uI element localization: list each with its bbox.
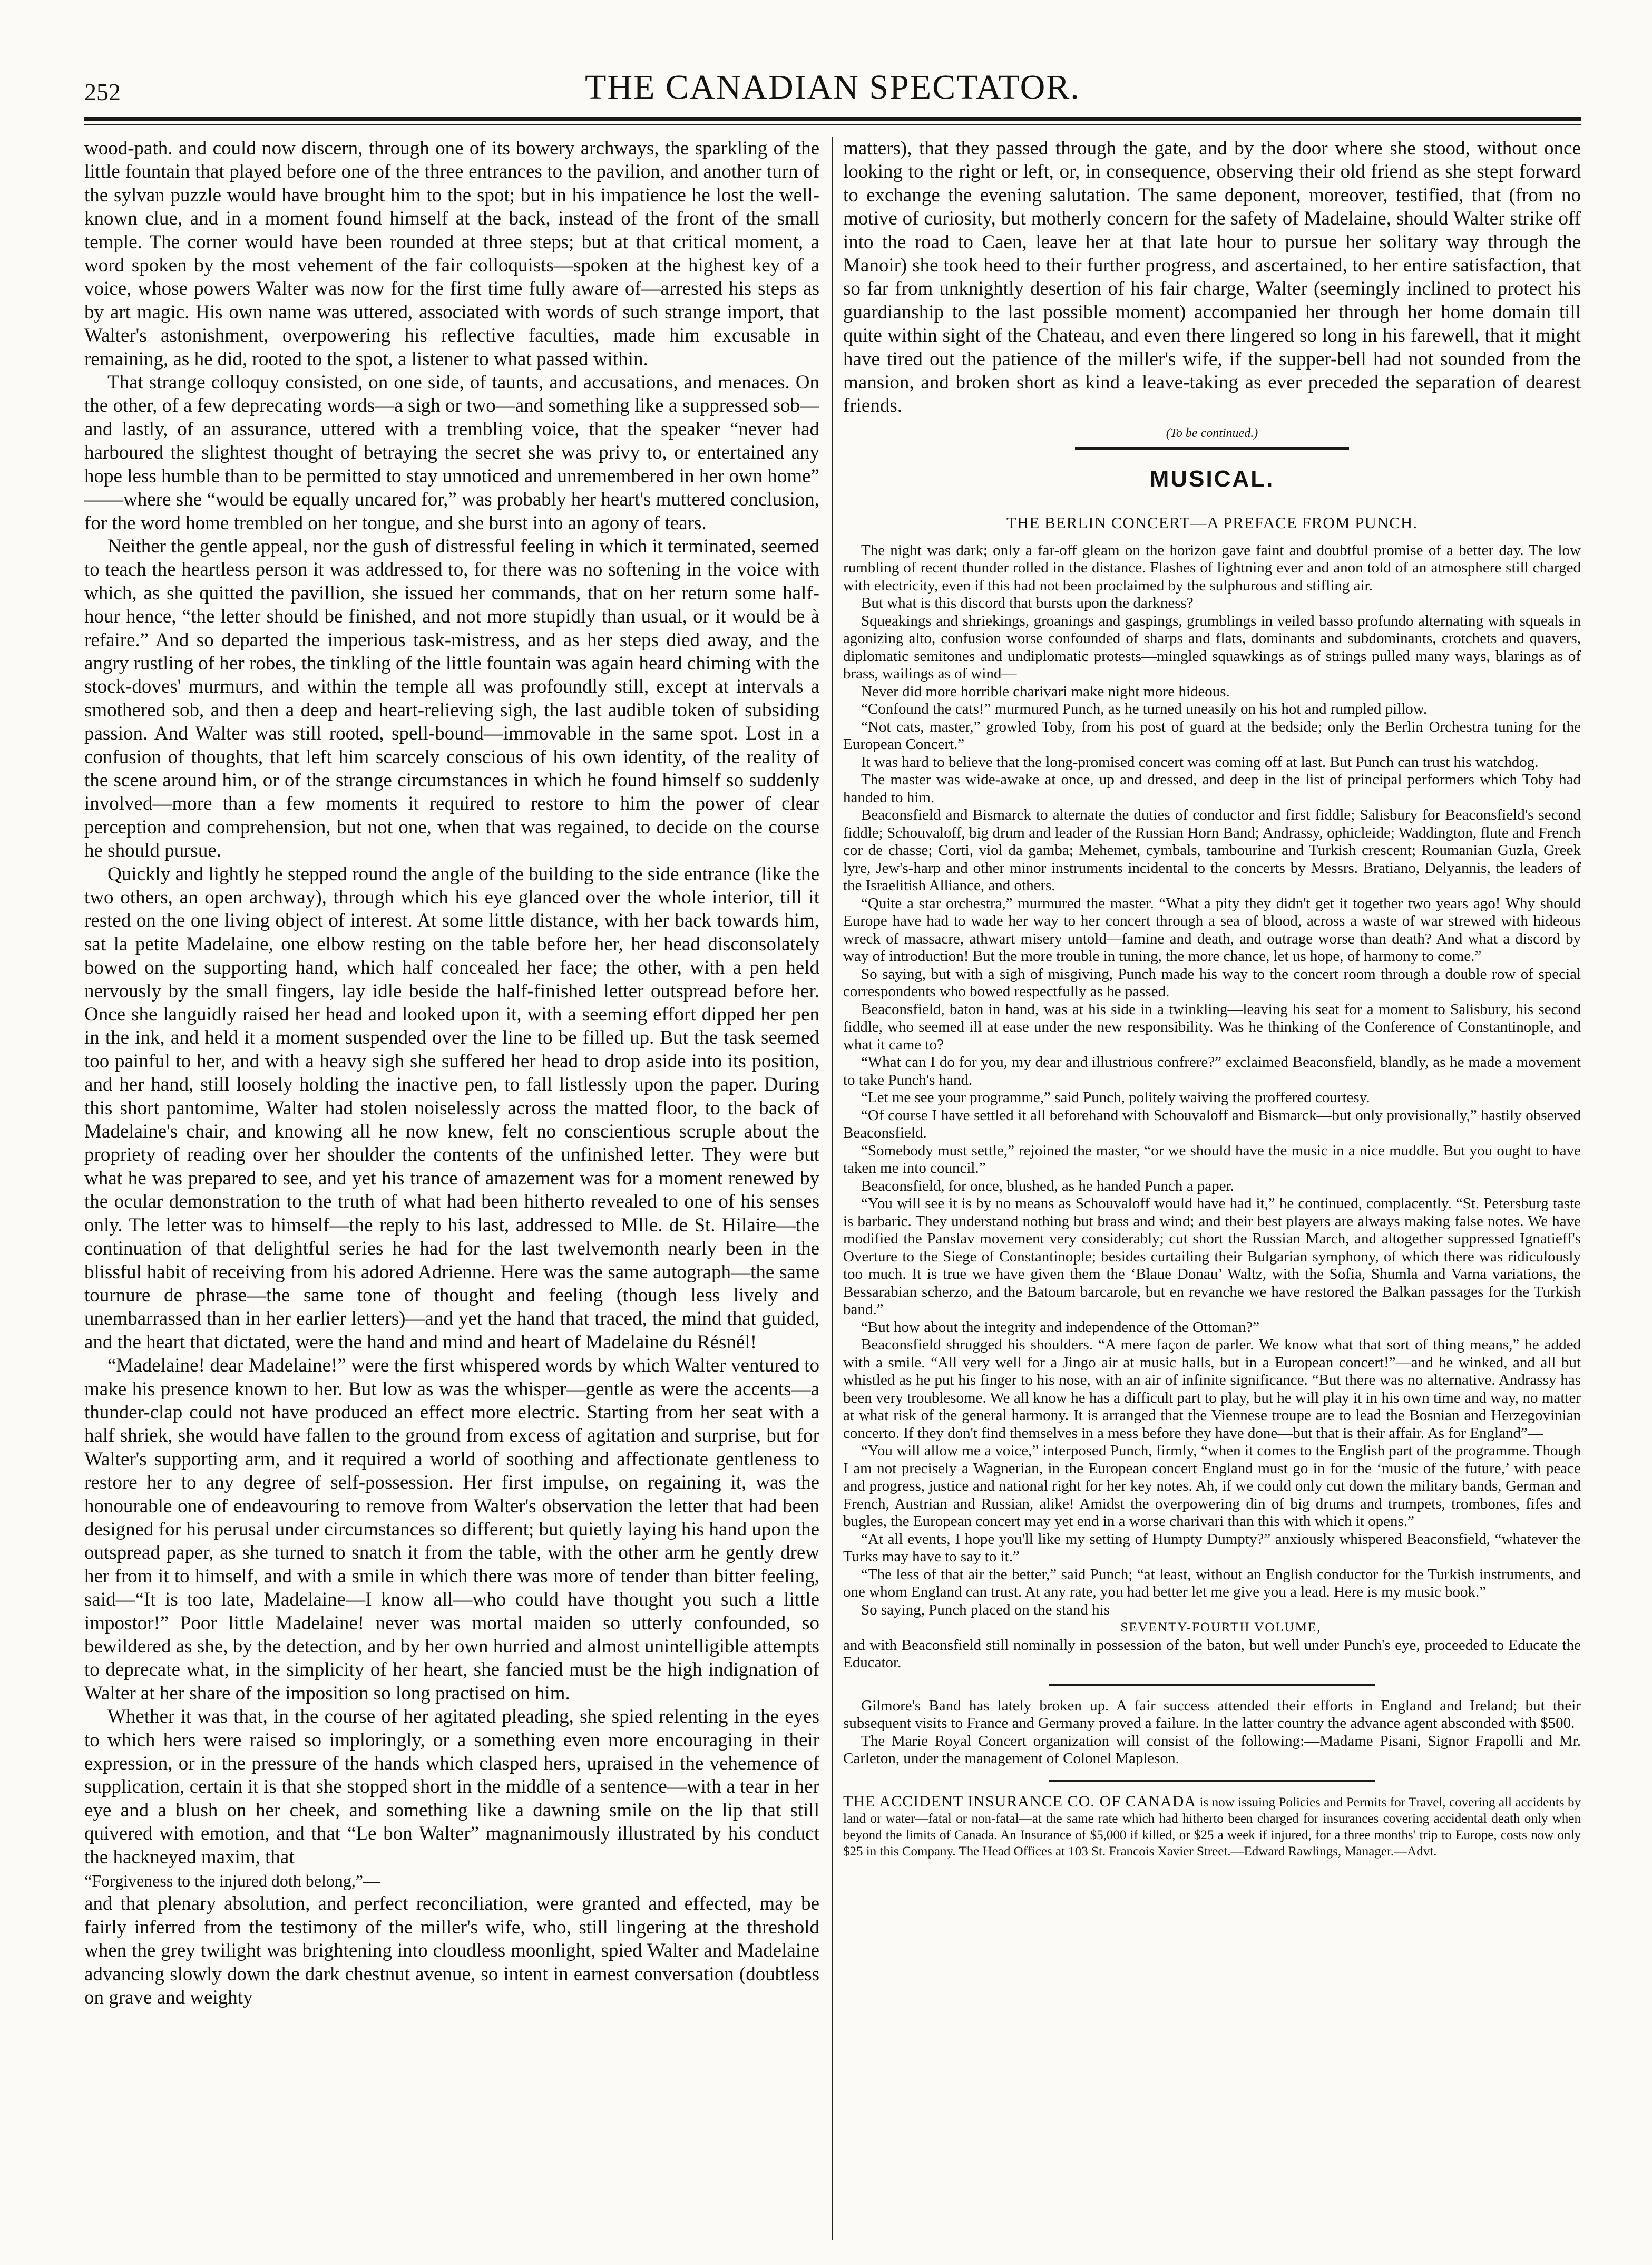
- story-paragraph: Quickly and lightly he stepped round the angle of the building to the side entrance (like the two others, an open archway), through which his eye glanced over the whole interior, till it rested on the one living object of interest. At some little distance, with her back towards him, sat la petite Madelaine, one elbow resting on the table before her, her head disconsolately bowed on the supporting hand, which half concealed her face; the other, with a pen held nervously by the small fingers, lay idle beside the half-finished letter outspread before her. Once she languidly raised her head and looked upon it, with a seeming effort dipped her pen in the ink, and held it a moment suspended over the line to be filled up. But the task seemed too painful to her, and with a heavy sigh she suffered her head to drop aside into its position, and her hand, still loosely holding the inactive pen, to fall listlessly upon the paper. During this short pantomime, Walter had stolen noiselessly across the matted floor, to the back of Madelaine's chair, and knowing all he now knew, felt no conscientious scruple about the propriety of reading over her shoulder the contents of the unfinished letter. They were but what he was prepared to see, and yet his trance of amazement was for a moment renewed by the ocular demonstration to the truth of what had been hitherto revealed to one of his senses only. The letter was to himself—the reply to his last, addressed to Mlle. de St. Hilaire—the continuation of that delightful series he had for the last twelvemonth nearly been in the blissful habit of receiving from his adored Adrienne. Here was the same autograph—the same tournure de phrase—the same tone of thought and feeling (though less lively and unembarrassed than in her earlier letters)—and yet the hand that traced, the mind that guided, and the heart that dictated, were the hand and mind and heart of Madelaine du Résnél!: [84, 863, 819, 1353]
- article-paragraph: “Of course I have settled it all beforehand with Schouvaloff and Bismarck—but only provisionally,” hastily observed Beaconsfield.: [843, 1106, 1581, 1142]
- section-heading: MUSICAL.: [1149, 465, 1275, 492]
- story-paragraph: wood-path. and could now discern, through one of its bowery archways, the sparkling of the little fountain that played before one of the three entrances to the pavilion, and another turn of the sylvan puzzle would have brought him to the spot; but in his impatience he lost the well-known clue, and in a moment found himself at the back, instead of the front of the small temple. The corner would have been rounded at three steps; but at that critical moment, a word spoken by the most vehement of the fair colloquists—spoken at the highest key of a voice, whose powers Walter was now for the first time fully aware of—arrested his steps as by art magic. His own name was uttered, associated with words of such strange import, that Walter's astonishment, overpowering his reflective faculties, made him excusable in remaining, as he did, rooted to the spot, a listener to what passed within.: [84, 138, 819, 370]
- header-rule-thin: [84, 124, 1581, 125]
- article-paragraph: Beaconsfield shrugged his shoulders. “A mere façon de parler. We know what that sort of thing means,” he added with a smile. “All very well for a Jingo air at music halls, but in a European concert!”—and he winked, and all but whistled as he put his finger to his nose, with an air of infinite significance. “But there was no alternative. Andrassy has been very troublesome. We all know he has a difficult part to play, but he will play it in his own time and way, no matter at what risk of the general harmony. It is arranged that the Viennese troupe are to lead the Bosnian and Herzegovinian concerto. If they don't find themselves in a mess before they have done—but that is their affair. As for England”—: [843, 1336, 1581, 1442]
- article-paragraph: “But how about the integrity and independence of the Ottoman?”: [861, 1318, 1260, 1336]
- publication-title: THE CANADIAN SPECTATOR.: [585, 68, 1080, 106]
- article-paragraph: and with Beaconsfield still nominally in possession of the baton, but well under Punch's eye, proceeded to Educate the Educator.: [843, 1636, 1581, 1671]
- article-paragraph: The master was wide-awake at once, up and dressed, and deep in the list of principal performers which Toby had handed to him.: [843, 771, 1581, 806]
- article-paragraph: So saying, Punch placed on the stand his: [861, 1601, 1110, 1618]
- article-paragraph: “Somebody must settle,” rejoined the master, “or we should have the music in a nice muddle. But you ought to have taken me into council.”: [843, 1142, 1581, 1177]
- article-paragraph: “At all events, I hope you'll like my setting of Humpty Dumpty?” anxiously whispered Beaconsfield, “whatever the Turks may have to say to it.”: [843, 1530, 1581, 1566]
- story-paragraph: Neither the gentle appeal, nor the gush of distressful feeling in which it terminated, seemed to teach the heartless person it was addressed to, for there was no softening in the voice with which, as she quitted the pavillion, she issued her commands, that on her return some half-hour hence, “the letter should be finished, and not more stupidly than usual, or it would be à refaire.” And so departed the imperious task-mistress, and as her steps died away, and the angry rustling of her robes, the tinkling of the little fountain was again heard chiming with the stock-doves' murmurs, and within the temple all was profoundly still, except at intervals a smothered sob, and then a deep and heart-relieving sigh, the last audible token of subsiding passion. And Walter was still rooted, spell-bound—immovable in the same spot. Lost in a confusion of thoughts, that left him scarcely conscious of his own identity, of the reality of the scene around him, or of the strange circumstances in which he found himself so suddenly involved—more than a few moments it required to restore to him the power of clear perception and comprehension, but not one, when that was regained, to decide on the course he should pursue.: [84, 535, 819, 862]
- article-paragraph: Beaconsfield, baton in hand, was at his side in a twinkling—leaving his seat for a moment to Salisbury, his second fiddle, who seemed ill at ease under the new responsibility. Was he thinking of the Conference of Constantinople, and what it came to?: [843, 1000, 1581, 1053]
- column-divider: [832, 137, 833, 2240]
- story-paragraph: Whether it was that, in the course of her agitated pleading, she spied relenting in the eyes to which hers were raised so imploringly, or a something even more encouraging in their expression, or in the pressure of the hands which clasped hers, upraised in the vehemence of supplication, certain it is that she stopped short in the middle of a sentence—with a tear in her eye and a blush on her cheek, and something like a dawning smile on the lip that still quivered with emotion, and that “Le bon Walter” magnanimously illustrated by his conduct the hackneyed maxim, that: [84, 1706, 819, 1868]
- article-paragraph: So saying, but with a sigh of misgiving, Punch made his way to the concert room through a double row of special correspondents who bowed respectfully as he passed.: [843, 965, 1581, 1000]
- page-number: 252: [84, 79, 121, 105]
- story-paragraph: That strange colloquy consisted, on one side, of taunts, and accusations, and menaces. On the other, of a few deprecating words—a sigh or two—and something like a suppressed sob—and lastly, of an assurance, uttered with a trembling voice, that the speaker “never had harboured the slightest thought of betraying the secret she was privy to, or entertained any hope less humble than to be permitted to stay unnoticed and unremembered in her own home” ——where she “would be equally uncared for,” was probably her heart's muttered conclusion, for the word home trembled on her tongue, and she burst into an agony of tears.: [84, 372, 819, 534]
- story-paragraph: and that plenary absolution, and perfect reconciliation, were granted and effected, may be fairly inferred from the testimony of the miller's wife, who, still lingering at the threshold when the grey twilight was brightening into cloudless moonlight, spied Walter and Madelaine advancing slowly down the dark chestnut avenue, so intent in earnest conversation (doubtless on grave and weighty: [84, 1893, 819, 2009]
- article-heading: THE BERLIN CONCERT—A PREFACE FROM PUNCH.: [1006, 513, 1418, 532]
- right-column: [843, 137, 1581, 2240]
- section-rule: [1049, 1684, 1375, 1686]
- article-paragraph: Beaconsfield and Bismarck to alternate the duties of conductor and first fiddle; Salisbury for Beaconsfield's second fiddle; Schouvaloff, big drum and leader of the Russian Horn Band; Andrassy, ophicleide; Waddington, flute and French cor de chasse; Corti, viol da gamba; Mehemet, cymbals, tambourine and Turkish crescent; Roumanian Guzla, Greek lyre, Jew's-harp and other minor instruments incidental to the concerts by Messrs. Bratiano, Delyannis, the leaders of the Israelitish Alliance, and others.: [843, 806, 1581, 895]
- columns: [84, 137, 1581, 2240]
- page-header: [84, 58, 1581, 116]
- article-paragraph: “Not cats, master,” growled Toby, from his post of guard at the bedside; only the Berlin Orchestra tuning for the European Concert.”: [843, 718, 1581, 753]
- article-paragraph: “Quite a star orchestra,” murmured the master. “What a pity they didn't get it together two years ago! Why should Europe have had to wade her way to her concert through a sea of blood, across a waste of war strewed with hideous wreck of massacre, athwart misery untold—famine and death, and outrage worse than death? And what a discord by way of introduction! But the more trouble in tuning, the more chance, let us hope, of harmony to come.”: [843, 895, 1581, 965]
- article-paragraph: It was hard to believe that the long-promised concert was coming off at last. But Punch can trust his watchdog.: [861, 753, 1539, 771]
- advertisement-heading: THE ACCIDENT INSURANCE CO. OF CANADA: [843, 1792, 1197, 1810]
- left-column: [84, 137, 819, 2240]
- article-paragraph: “What can I do for you, my dear and illustrious confrere?” exclaimed Beaconsfield, blandly, as he made a movement to take Punch's hand.: [843, 1054, 1581, 1088]
- music-notes: [843, 1697, 1581, 1768]
- to-be-continued: (To be continued.): [1166, 426, 1258, 440]
- article-paragraph: Beaconsfield, for once, blushed, as he handed Punch a paper.: [861, 1177, 1234, 1194]
- advertisement: [843, 1793, 1581, 1860]
- header-rule: [84, 117, 1581, 121]
- story-paragraph: matters), that they passed through the gate, and by the door where she stood, without once looking to the right or left, or, in consequence, observing their old friend as she stept forward to exchange the evening salutation. The same deponent, moreover, testified, that (from no motive of curiosity, but motherly concern for the safety of Madelaine, should Walter strike off into the road to Caen, leave her at that late hour to pursue her solitary way through the Manoir) she took heed to their further progress, and ascertained, to her entire satisfaction, that so far from unknightly desertion of his fair charge, Walter (seemingly inclined to protect his guardianship to the last possible moment) accompanied her through her home domain till quite within sight of the Chateau, and even there lingered so long in his farewell, that it might have tired out the patience of the miller's wife, if the supper-bell had not sounded from the mansion, and broken short as kind a leave-taking as ever preceded the separation of dearest friends.: [843, 138, 1581, 417]
- article-paragraph: “Confound the cats!” murmured Punch, as he turned uneasily on his hot and rumpled pillow.: [861, 701, 1428, 718]
- note-paragraph: The Marie Royal Concert organization will consist of the following:—Madame Pisani, Signor Frapolli and Mr. Carleton, under the management of Colonel Mapleson.: [843, 1732, 1581, 1767]
- advertisement-body: is now issuing Policies and Permits for Travel, covering all accidents by land or water—fatal or non-fatal—at the same rate which had hitherto been charged for insurances covering accidental death only when beyond the limits of Canada. An Insurance of $5,000 if killed, or $25 a week if injured, for a three months' trip to Europe, costs now only $25 in this Company. The Head Offices at 103 St. Francois Xavier Street.—Edward Rawlings, Manager.—Advt.: [843, 1795, 1581, 1859]
- story-paragraph: “Madelaine! dear Madelaine!” were the first whispered words by which Walter ventured to make his presence known to her. But low as was the whisper—gentle as were the accents—a thunder-clap could not have produced an effect more electric. Starting from her seat with a half shriek, she would have fallen to the ground from excess of agitation and surprise, but for Walter's supporting arm, and it required a world of soothing and affectionate gentleness to restore her to any degree of self-possession. Her first impulse, on regaining it, was the honourable one of endeavouring to remove from Walter's observation the letter that had been designed for his perusal under circumstances so different; but quietly laying his hand upon the outspread paper, as she turned to snatch it from the table, with the other arm he gently drew her from it to himself, and with a smile in which there was more of tender than bitter feeling, said—“It is too late, Madelaine—I know all—who could have thought you such a little impostor!” Poor little Madelaine! never was mortal maiden so utterly confounded, so bewildered as she, by the detection, and by her own hurried and almost unintelligible attempts to deprecate what, in the simplicity of her heart, she fancied must be the high indignation of Walter at her share of the imposition so long practised on him.: [84, 1355, 819, 1704]
- volume-heading: SEVENTY-FOURTH VOLUME,: [1120, 1620, 1322, 1635]
- article-paragraph: “Let me see your programme,” said Punch, politely waiving the proffered courtesy.: [861, 1089, 1370, 1106]
- section-rule: [1049, 1780, 1375, 1782]
- article-paragraph: Never did more horrible charivari make night more hideous.: [861, 683, 1230, 700]
- verse-quote: “Forgiveness to the injured doth belong,”—: [84, 1871, 380, 1891]
- article-paragraph: Squeakings and shriekings, groanings and gaspings, grumblings in veiled basso profundo alternating with squeals in agonizing alto, confusion worse confounded of sharps and flats, dominants and subdominants, crotchets and quavers, diplomatic semitones and undiplomatic protests—mingled squawkings as of strings pulled many ways, blarings as of brass, wailings as of wind—: [843, 612, 1581, 683]
- article-paragraph: The night was dark; only a far-off gleam on the horizon gave faint and doubtful promise of a better day. The low rumbling of recent thunder rolled in the distance. Flashes of lightning ever and anon told of an atmosphere still charged with electricity, even if this had not been proclaimed by the sulphurous and stifling air.: [843, 541, 1581, 594]
- article-paragraph: “The less of that air the better,” said Punch; “at least, without an English conductor for the Turkish instruments, and one whom England can trust. At any rate, you had better let me give you a lead. Here is my music book.”: [843, 1566, 1581, 1601]
- article-paragraph: But what is this discord that bursts upon the darkness?: [861, 595, 1194, 612]
- section-rule: [1075, 447, 1349, 450]
- note-paragraph: Gilmore's Band has lately broken up. A fair success attended their efforts in England and Ireland; but their subsequent visits to France and Germany proved a failure. In the latter country the advance agent absconded with $500.: [843, 1697, 1581, 1732]
- musical-article: [843, 542, 1581, 1672]
- article-paragraph: “You will allow me a voice,” interposed Punch, firmly, “when it comes to the English part of the programme. Though I am not precisely a Wagnerian, in the European concert England must go in for the ‘music of the future,’ with peace and progress, justice and national right for her key notes. Ah, if we could only cut down the military bands, German and French, Austrian and Russian, alike! Amidst the overpowering din of big drums and trumpets, trombones, fifes and bugles, the European concert may yet end in a worse charivari than this with which it opens.”: [843, 1442, 1581, 1530]
- article-paragraph: “You will see it is by no means as Schouvaloff would have had it,” he continued, complacently. “St. Petersburg taste is barbaric. They understand nothing but brass and wind; and their best players are always making false notes. We have modified the Panslav movement very considerably; cut short the Russian March, and altogether suppressed Ignatieff's Overture to the Siege of Constantinople; besides curtailing their Bulgarian symphony, of which there was ridiculously too much. It is true we have given them the ‘Blaue Donau’ Waltz, with the Sofia, Shumla and Varna variations, the Bessarabian scherzo, and the Batoum barcarole, but en revanche we have restored the Balkan passages for the Turkish band.”: [843, 1195, 1581, 1318]
- newspaper-page: [84, 58, 1581, 2240]
